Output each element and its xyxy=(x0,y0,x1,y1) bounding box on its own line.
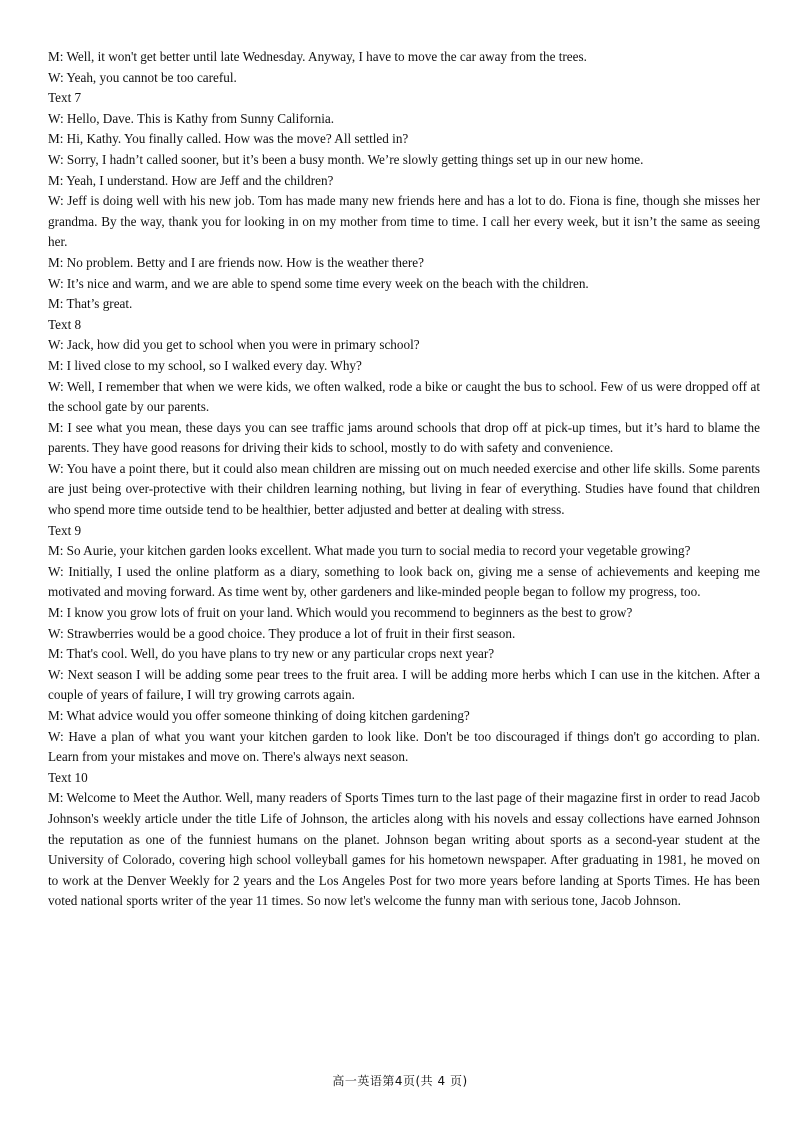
dialog-line: W: Initially, I used the online platform as a diary, something to look back on, giving me a sense of achievements and keeping me motivated and moving forward. As time went by, other gardeners and like-minded people began to follow my progress, too. xyxy=(48,563,764,600)
dialog-line: W: Next season I will be adding some pear trees to the fruit area. I will be adding more herbs which I can use in the kitchen. After a couple of years of failure, I will try growing carrots again. xyxy=(48,666,764,703)
dialog-line: M: That’s great. xyxy=(48,296,133,312)
dialog-line: W: Jeff is doing well with his new job. Tom has made many new friends here and has a lot to do. Fiona is fine, though she misses her grandma. By the way, thank you for looking in on my mother from time to time. I call her every week, but it isn’t the same as seeing her. xyxy=(48,193,764,250)
section-heading: Text 7 xyxy=(48,90,82,106)
section-heading: Text 10 xyxy=(48,769,88,785)
dialog-line: M: No problem. Betty and I are friends now. How is the weather there? xyxy=(48,254,424,270)
dialog-line: M: I know you grow lots of fruit on your land. Which would you recommend to beginners as the best to grow? xyxy=(48,605,633,621)
dialog-line: W: Jack, how did you get to school when you were in primary school? xyxy=(48,337,420,353)
dialog-line: W: Yeah, you cannot be too careful. xyxy=(48,69,237,85)
document-body xyxy=(48,47,764,912)
section-heading: Text 8 xyxy=(48,316,82,332)
dialog-line: M: What advice would you offer someone thinking of doing kitchen gardening? xyxy=(48,708,470,723)
dialog-line: W: Hello, Dave. This is Kathy from Sunny California. xyxy=(48,110,335,126)
dialog-line: W: You have a point there, but it could also mean children are missing out on much needed exercise and other life skills. Some parents are just being over-protective with their children learning nothing, but living in fear of everything. Studies have found that children who spend more time outside tend to be healthier, better adjusted and better at dealing with stress. xyxy=(48,460,764,518)
dialog-line: W: Strawberries would be a good choice. They produce a lot of fruit in their first season. xyxy=(48,625,516,641)
dialog-line: W: Have a plan of what you want your kitchen garden to look like. Don't be too discouraged if things don't go according to plan. Learn from your mistakes and move on. There's always next season. xyxy=(48,728,764,765)
dialog-line: M: That's cool. Well, do you have plans to try new or any particular crops next year? xyxy=(48,646,495,662)
dialog-line: M: Yeah, I understand. How are Jeff and the children? xyxy=(48,172,334,188)
dialog-line: M: Hi, Kathy. You finally called. How was the move? All settled in? xyxy=(48,131,409,147)
dialog-line: W: Well, I remember that when we were kids, we often walked, rode a bike or caught the bus to school. Few of us were dropped off at the school gate by our parents. xyxy=(48,378,764,415)
dialog-line: M: Welcome to Meet the Author. Well, many readers of Sports Times turn to the last page of their magazine first in order to read Jacob Johnson's weekly article under the title Life of Johnson, the articles along with his novels and essay collections have earned Johnson the reputation as one of the funniest humans on the planet. Johnson began writing about sports as a second-year student at the University of Colorado, covering high school volleyball games for his hometown newspaper. After graduating in 1981, he moved on to work at the Denver Weekly for 2 years and the Los Angeles Post for two more years before landing at Sports Times. He has been voted national sports writer of the year 11 times. So now let's welcome the funny man with serious tone, Jacob Johnson. xyxy=(48,790,764,909)
dialog-line: M: I lived close to my school, so I walked every day. Why? xyxy=(48,357,362,373)
dialog-line: M: So Aurie, your kitchen garden looks excellent. What made you turn to social media to record your vegetable growing? xyxy=(48,543,691,559)
page-footer: 高一英语第4页(共 4 页) xyxy=(332,1074,468,1088)
dialog-line: M: I see what you mean, these days you can see traffic jams around schools that drop off at pick-up times, but it’s hard to blame the parents. They have good reasons for driving their kids to school, mostly to do with safety and convenience. xyxy=(48,419,764,456)
dialog-line: M: Well, it won't get better until late Wednesday. Anyway, I have to move the car away from the trees. xyxy=(48,49,587,64)
section-heading: Text 9 xyxy=(48,522,82,538)
dialog-line: W: It’s nice and warm, and we are able to spend some time every week on the beach with the children. xyxy=(48,275,589,291)
dialog-line: W: Sorry, I hadn’t called sooner, but it’s been a busy month. We’re slowly getting things set up in our new home. xyxy=(48,151,644,167)
